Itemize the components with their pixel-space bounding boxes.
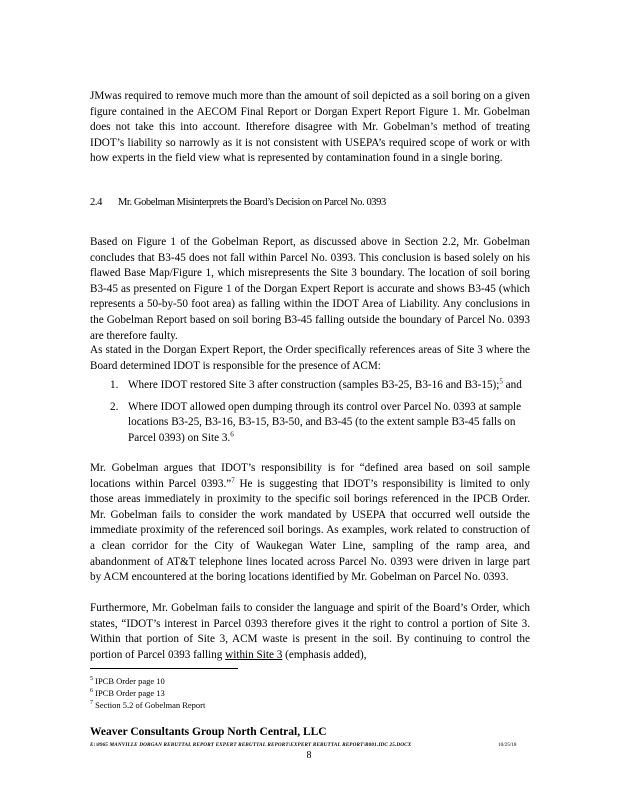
footnote-text: IPCB Order page 13 (95, 687, 165, 698)
paragraph-4-text-a: Mr. Gobelman argues that IDOT’s responsibility is for “defined area based on soil sample locations within Parcel 0393.” (90, 462, 530, 490)
section-number: 2.4 (90, 197, 102, 208)
numbered-list (90, 378, 530, 446)
paragraph-3: As stated in the Dorgan Expert Report, the Order specifically references areas of Site 3 where the Board determined IDOT is responsible for the presence of ACM: (90, 344, 530, 372)
paragraph-4-text-b: He is suggesting that IDOT’s responsibility is limited to only those areas immediately in proximity to the specific soil borings referenced in the IPCB Order. Mr. Gobelman fails to consider the work mandated by USEPA that occurred well outside the immediate proximity of the referenced soil borings. As examples, work related to construction of a clean corridor for the City of Waukegan Water Line, sampling of the ramp area, and abandonment of AT&T telephone lines located across Parcel No. 0393 were driven in large part by ACM encountered at the boring locations identified by Mr. Gobelman on Parcel No. 0393. (90, 477, 530, 584)
list-item-number: 1. (110, 379, 119, 391)
paragraph-5-text-b: (emphasis added), (282, 648, 367, 661)
list-item-number: 2. (110, 400, 119, 413)
footnote-text: Section 5.2 of Gobelman Report (95, 699, 206, 710)
paragraph-5-text-a: Furthermore, Mr. Gobelman fails to consider the language and spirit of the Board’s Order, which states, “IDOT’s interest in Parcel 0393 therefore gives it the right to control a portion of Site 3. Within that portion of Site 3, ACM waste is present in the soil. By continuing to control the portion of Parcel 0393 falling (90, 602, 530, 661)
paragraph-5 (90, 601, 530, 663)
list-item (90, 378, 530, 394)
footnote-divider (90, 668, 238, 669)
emphasis-underline: within Site 3 (225, 648, 283, 661)
footnote-number: 7 (90, 700, 93, 706)
footer-date: 10/25/18 (498, 742, 517, 748)
section-title: Mr. Gobelman Misinterprets the Board’s Decision on Parcel No. 0393 (118, 197, 386, 208)
paragraph-2: Based on Figure 1 of the Gobelman Report, as discussed above in Section 2.2, Mr. Gobelman concludes that B3-45 does not fall within Parcel No. 0393. This conclusion is based solely on his flawed Base Map/Figure 1, which misrepresents the Site 3 boundary. The location of soil boring B3-45 as presented on Figure 1 of the Dorgan Expert Report is accurate and shows B3-45 (which represents a 50-by-50 foot area) as falling within the IDOT Area of Liability. Any conclusions in the Gobelman Report based on soil boring B3-45 falling outside the boundary of Parcel No. 0393 are therefore faulty. (90, 236, 530, 342)
footnote-ref-5[interactable]: 5 (499, 377, 503, 386)
list-item-text: Where IDOT allowed open dumping through its control over Parcel No. 0393 at sample locations B3-25, B3-16, B3-15, B3-50, and B3-45 (to the extent sample B3-45 falls on Parcel 0393) on Site 3. (128, 400, 522, 444)
footnote-number: 5 (90, 676, 93, 682)
section-heading (90, 195, 530, 210)
footnote-6 (90, 686, 165, 699)
paragraph-1: JMwas required to remove much more than the amount of soil depicted as a soil boring on a given figure contained in the AECOM Final Report or Dorgan Expert Report Figure 1. Mr. Gobelman does not take this into account. Itherefore disagree with Mr. Gobelman’s method of treating IDOT’s liability so narrowly as it is not consistent with USEPA’s required scope of work or with how experts in the field view what is represented by contamination found in a single boring. (90, 90, 530, 165)
list-item-text: Where IDOT restored Site 3 after construction (samples B3-25, B3-16 and B3-15); (128, 379, 500, 391)
footnote-ref-6[interactable]: 6 (230, 430, 234, 439)
paragraph-4 (90, 461, 530, 586)
footnote-text: IPCB Order page 10 (95, 675, 165, 686)
list-item (90, 400, 530, 447)
footer-filepath: E:\8965 MANVILLE DORGAN REBUTTAL REPORT EXPERT REBUTTAL REPORT\EXPERT REBUTTAL REPORT\R001.IDC 25.DOCX (90, 742, 412, 748)
footer-company: Weaver Consultants Group North Central, LLC (90, 726, 327, 738)
footnote-ref-7[interactable]: 7 (231, 475, 235, 484)
footnote-5 (90, 674, 165, 687)
page-number: 8 (306, 750, 312, 761)
footnote-number: 6 (90, 688, 93, 694)
footnote-7 (90, 698, 205, 711)
list-item-text-end: and (502, 379, 522, 391)
